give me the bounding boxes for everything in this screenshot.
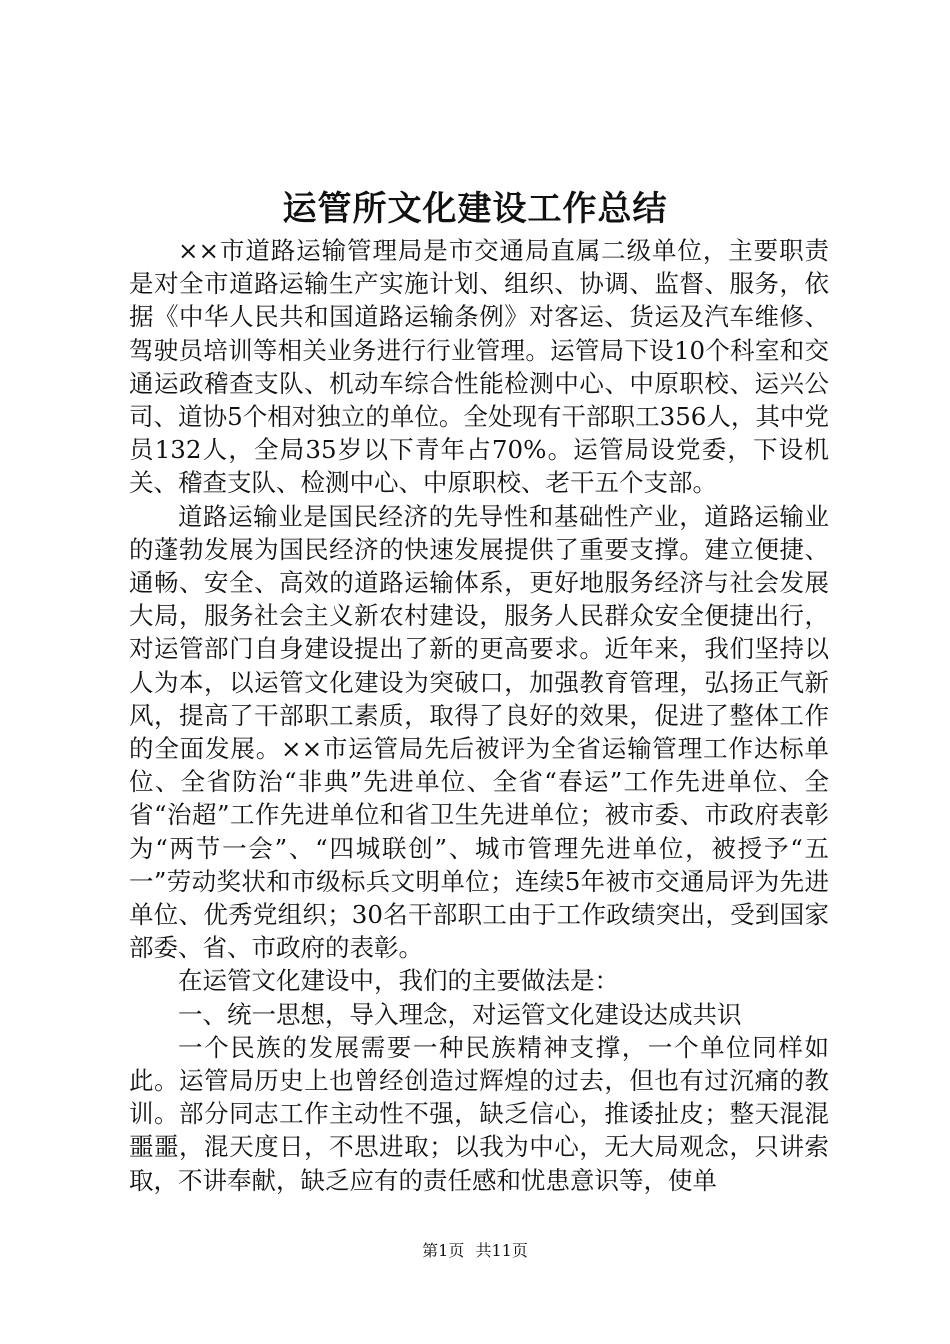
page-footer xyxy=(0,1240,950,1262)
paragraph-intro: ××市道路运输管理局是市交通局直属二级单位，主要职责是对全市道路运输生产实施计划、组织、协调、监督、服务，依据《中华人民共和国道路运输条例》对客运、货运及汽车维修、驾驶员培训等相关业务进行行业管理。运管局下设10个科室和交通运政稽查支队、机动车综合性能检测中心、中原职校、运兴公司、道协5个相对独立的单位。全处现有干部职工356人，其中党员132人，全局35岁以下青年占70%。运管局设党委，下设机关、稽查支队、检测中心、中原职校、老干五个支部。 xyxy=(129,236,829,498)
document-title: 运管所文化建设工作总结 xyxy=(282,189,668,229)
page-total: 共11页 xyxy=(475,1241,528,1260)
document-body xyxy=(129,234,829,1197)
paragraph-achievements: 道路运输业是国民经济的先导性和基础性产业，道路运输业的蓬勃发展为国民经济的快速发展提供了重要支撑。建立便捷、通畅、安全、高效的道路运输体系，更好地服务经济与社会发展大局，服务社会主义新农村建设，服务人民群众安全便捷出行，对运管部门自身建设提出了新的更高要求。近年来，我们坚持以人为本，以运管文化建设为突破口，加强教育管理，弘扬正气新风，提高了干部职工素质，取得了良好的效果，促进了整体工作的全面发展。××市运管局先后被评为全省运输管理工作达标单位、全省防治“非典”先进单位、全省“春运”工作先进单位、全省“治超”工作先进单位和省卫生先进单位；被市委、市政府表彰为“两节一会”、“四城联创”、城市管理先进单位，被授予“五一”劳动奖状和市级标兵文明单位；连续5年被市交通局评为先进单位、优秀党组织；30名干部职工由于工作政绩突出，受到国家部委、省、市政府的表彰。 xyxy=(129,501,829,963)
section-heading-1: 一、统一思想，导入理念，对运管文化建设达成共识 xyxy=(178,999,742,1029)
page-number: 第1页 xyxy=(422,1241,465,1260)
paragraph-section-1: 一个民族的发展需要一种民族精神支撑，一个单位同样如此。运管局历史上也曾经创造过辉煌的过去，但也有过沉痛的教训。部分同志工作主动性不强，缺乏信心，推诿扯皮；整天混混噩噩，混天度日，不思进取；以我为中心，无大局观念，只讲索取，不讲奉献，缺乏应有的责任感和忧患意识等，使单 xyxy=(129,1032,829,1195)
paragraph-methods-lead: 在运管文化建设中，我们的主要做法是： xyxy=(178,966,619,996)
